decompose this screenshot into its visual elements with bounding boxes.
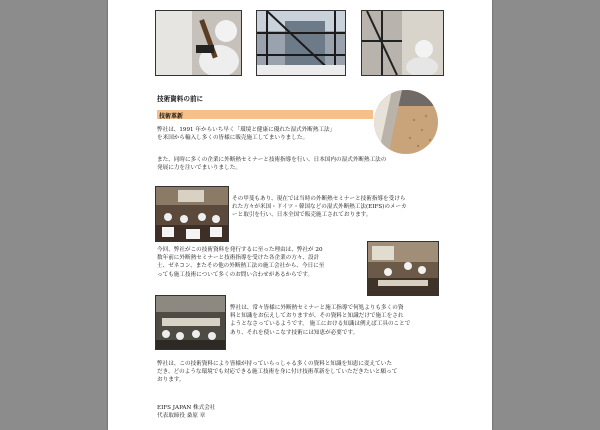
text-line: だき、どのような環境でも対応できる施工技術を身に付け技術革新をしていただきたいと願って: [157, 369, 398, 376]
text-line: っても施工技術について多くのお問い合わせがあるからです。: [157, 271, 314, 278]
text-line: 数年前に外断熱セミナーと技術指導を受けた各企業の方々、設計: [157, 255, 320, 262]
text-line: また、同時に多くの企業に外断熱セミナーと技術指導を行い、日本国内の湿式外断熱工法の: [157, 157, 387, 163]
seminar-photo-1: [155, 186, 229, 242]
company-name: EIFS JAPAN 株式会社: [157, 405, 216, 411]
paragraph-knowledge: [230, 304, 410, 337]
paragraph-closing: [157, 360, 397, 385]
text-line: 弊社は、常々皆様に外断熱セミナーと施工指導で何処よりも多くの資: [230, 305, 404, 311]
text-line: 士、ゼネコン、またその他の外断熱工法の施工会社から、今日に至: [157, 263, 325, 270]
paragraph-seminars: [157, 156, 386, 172]
wall-layer-sample-image: [374, 90, 438, 154]
scaffold-photo: [256, 10, 346, 76]
section-band: [157, 110, 373, 119]
document-page: [108, 0, 492, 430]
text-line: 弊社は、1991 年からいち早く「環境と健康に優れた湿式外断熱工法」: [157, 127, 336, 133]
seminar-photo-2: [367, 241, 439, 296]
text-line: その甲斐もあり、現在では当時の外断熱セミナーと技術指導を受けら: [232, 196, 406, 202]
text-line: ーと取引を行い、日本全国で販売施工されております。: [232, 212, 372, 219]
representative-name: 代表取締役 桑原 章: [157, 413, 206, 420]
text-line: おります。: [157, 377, 185, 384]
text-line: 弊社は、この技術資料により皆様が持っていらっしゃる多くの資料と知識を知恵に変えていた: [157, 361, 392, 367]
paragraph-achievements: [232, 195, 407, 220]
text-line: 料と知識をお伝えしておりますが、その資料と知識だけで施工をされ: [230, 313, 404, 320]
section-band-label: 技術革新: [159, 113, 184, 120]
text-line: あり、それを使いこなす技術には知恵が必要です。: [230, 329, 359, 336]
seminar-photo-3: [155, 295, 226, 350]
text-line: を米国から輸入し多くの皆様に販売施工してまいりました。: [157, 135, 309, 142]
paragraph-history: [157, 126, 335, 142]
text-line: 今回、弊社がこの技術資料を発行するに至った理由は、弊社が 20: [157, 247, 323, 253]
signature-block: [157, 404, 215, 420]
construction-worker-photo: [155, 10, 242, 76]
paragraph-reason: [157, 246, 324, 279]
text-line: れた方々が米国・ドイツ・韓国などの湿式外断熱工法(EIFS)のメーカ: [232, 204, 407, 211]
text-line: 発展に力を注いでまいりました。: [157, 165, 241, 172]
intro-heading: 技術資料の前に: [157, 95, 204, 103]
facade-worker-photo: [361, 10, 444, 76]
text-line: ようとなさっているようです。 施工における知識は例えば工具のことで: [230, 321, 411, 328]
